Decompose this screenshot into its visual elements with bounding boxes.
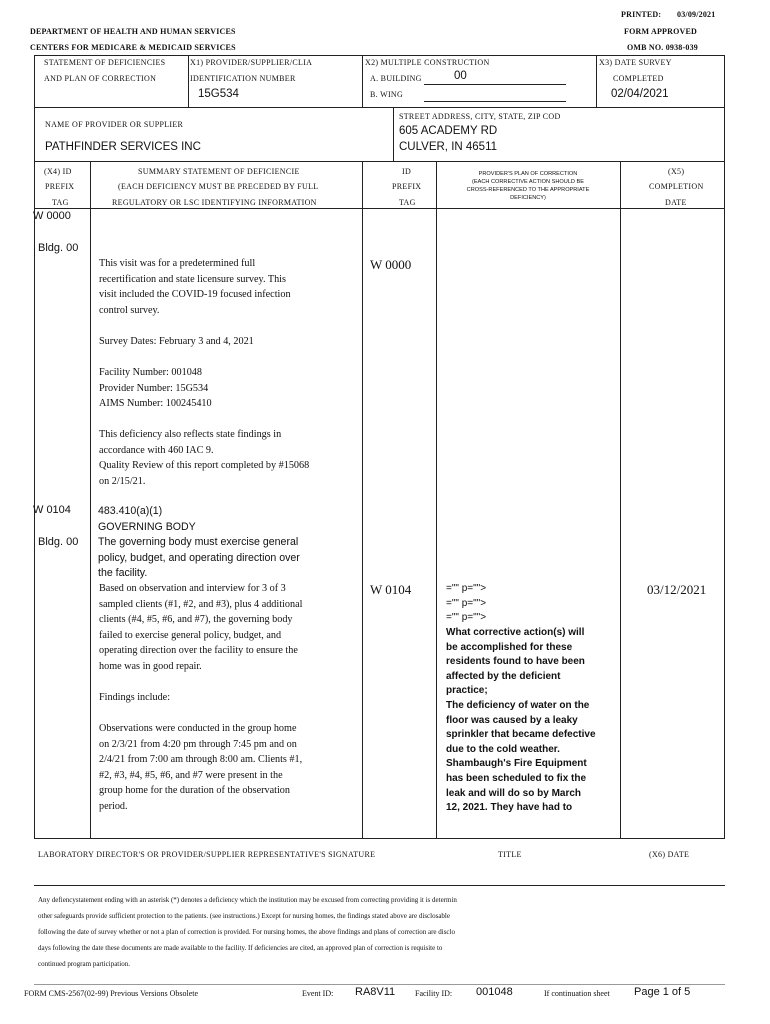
provider-bottom-rule <box>34 161 725 162</box>
x1-sub-label: IDENTIFICATION NUMBER <box>190 74 296 83</box>
wing-underline <box>424 101 566 102</box>
id-prefix-w0104: W 0104 <box>370 582 412 597</box>
deficiency-tag-w0000: W 0000 <box>33 210 71 222</box>
disclaimer-line: following the date of survey whether or not a plan of correction is provided. For nursing homes, the above findings and plans of correction are disclo <box>38 928 455 936</box>
building-value: 00 <box>454 70 467 82</box>
statement-label: STATEMENT OF DEFICIENCIES <box>44 58 166 67</box>
summary-regulatory-header: REGULATORY OR LSC IDENTIFYING INFORMATION <box>112 198 317 207</box>
x4-header: (X4) ID <box>44 167 72 176</box>
signature-bottom-rule <box>34 885 725 886</box>
footer-rule <box>34 984 725 985</box>
wing-label: B. WING <box>370 90 404 99</box>
disclaimer-line: days following the date these documents are made available to the facility. If deficiencies are cited, an approved plan of correction is requisite to <box>38 944 443 952</box>
rule <box>724 55 725 107</box>
x1-label: X1) PROVIDER/SUPPLIER/CLIA <box>190 58 313 67</box>
rule <box>362 55 363 107</box>
facility-id-value: 001048 <box>476 986 513 998</box>
plan-header: PROVIDER'S PLAN OF CORRECTION <box>478 171 578 177</box>
x4-prefix-header: PREFIX <box>45 182 75 191</box>
x5-completion-header: COMPLETION <box>649 182 704 191</box>
summary-header: SUMMARY STATEMENT OF DEFICIENCIE <box>138 167 300 176</box>
id-prefix-header: PREFIX <box>392 182 422 191</box>
plan-of-correction-label: AND PLAN OF CORRECTION <box>44 74 157 83</box>
form-number: FORM CMS-2567(02-99) Previous Versions Obsolete <box>24 989 199 998</box>
city-state-zip: CULVER, IN 46511 <box>399 141 498 153</box>
w0104-observations: Observations were conducted in the group home on 2/3/21 from 4:20 pm through 7:45 pm and on 2/4/21 from 7:00 am through 8:00 am. Clients #1, #2, #3, #4, #5, #6, and #7 were present in the group home for the duration of the observation period. <box>99 723 303 812</box>
x3-label: X3) DATE SURVEY <box>599 58 672 67</box>
id-tag-header: TAG <box>399 198 416 207</box>
deficiency-tag-w0104: W 0104 <box>33 504 71 516</box>
continuation-label: If continuation sheet <box>544 989 610 998</box>
x3-sub-label: COMPLETED <box>613 74 664 83</box>
w0000-facility-numbers: Facility Number: 001048 Provider Number: 15G534 AIMS Number: 100245410 <box>99 367 212 410</box>
plan-deficiency-header: DEFICIENCY) <box>510 195 546 201</box>
w0104-findings-include: Findings include: <box>99 692 171 703</box>
department-name: DEPARTMENT OF HEALTH AND HUMAN SERVICES <box>30 27 236 36</box>
event-id-label: Event ID: <box>302 989 334 998</box>
rule <box>34 107 35 162</box>
provider-name-label: NAME OF PROVIDER OR SUPPLIER <box>45 120 184 129</box>
rule <box>188 55 189 107</box>
x5-date-header: DATE <box>665 198 687 207</box>
title-label: TITLE <box>498 850 522 859</box>
event-id-value: RA8V11 <box>355 986 396 998</box>
rule <box>90 161 91 839</box>
survey-completed-date: 02/04/2021 <box>611 88 669 100</box>
disclaimer-line: other safeguards provide sufficient protection to the patients. (see instructions.) Except for nursing homes, the findings stated above are disclosable <box>38 912 450 920</box>
disclaimer-line: Any defiencystatement ending with an asterisk (*) denotes a deficiency which the institution may be excused from correcting providing it is determin <box>38 896 457 904</box>
rule <box>34 161 35 839</box>
x2-label: X2) MULTIPLE CONSTRUCTION <box>365 58 490 67</box>
printed-label: PRINTED: <box>621 10 662 19</box>
building-label: A. BUILDING <box>370 74 422 83</box>
plan-cross-ref-header: CROSS-REFERENCED TO THE APPROPRIATE <box>466 187 590 193</box>
body-bottom-rule <box>34 838 725 839</box>
centers-name: CENTERS FOR MEDICARE & MEDICAID SERVICES <box>30 43 236 52</box>
printed-date: 03/09/2021 <box>677 10 716 19</box>
signature-label: LABORATORY DIRECTOR'S OR PROVIDER/SUPPLIER REPRESENTATIVE'S SIGNATURE <box>38 850 376 859</box>
completion-date-w0104: 03/12/2021 <box>647 582 707 597</box>
provider-id-number: 15G534 <box>198 88 239 100</box>
column-header-bottom-rule <box>34 208 725 209</box>
rule <box>393 107 394 162</box>
disclaimer-line: continued program participation. <box>38 960 130 968</box>
w0000-survey-dates: Survey Dates: February 3 and 4, 2021 <box>99 336 254 347</box>
rule <box>596 55 597 107</box>
w0000-state-findings: This deficiency also reflects state findings in accordance with 460 IAC 9. Quality Review of this report completed by #15068 on 2/15/21. <box>99 429 310 487</box>
id-prefix-w0000: W 0000 <box>370 257 412 272</box>
street-address: 605 ACADEMY RD <box>399 125 498 137</box>
w0104-regulation: 483.410(a)(1) GOVERNING BODY The governing body must exercise general policy, budget, and operating direction over the facility. <box>98 505 300 580</box>
address-label: STREET ADDRESS, CITY, STATE, ZIP COD <box>399 112 561 121</box>
building-underline <box>424 84 566 85</box>
plan-markup-codes: ="" p=""> ="" p=""> ="" p=""> <box>446 583 487 624</box>
rule <box>620 161 621 839</box>
rule <box>34 55 35 107</box>
form-approved: FORM APPROVED <box>624 27 698 36</box>
w0104-findings-summary: Based on observation and interview for 3 of 3 sampled clients (#1, #2, and #3), plus 4 additional clients (#4, #5, #6, and #7), the governing body failed to exercise general policy, budget, and operating direction over the facility to ensure the home was in good repair. <box>99 583 303 672</box>
rule <box>724 107 725 162</box>
w0104-plan-of-correction: What corrective action(s) will be accomplished for these residents found to have been affected by the deficient practice; The deficiency of water on the floor was caused by a leaky sprinkler that became defective due to the cold weather. Shambaugh's Fire Equipment has been scheduled to fix the leak and will do so by March 12, 2021. They have had to <box>446 627 596 814</box>
rule <box>724 161 725 839</box>
header-top-rule <box>34 55 725 56</box>
rule <box>362 161 363 839</box>
id-header: ID <box>402 167 412 176</box>
rule <box>436 161 437 839</box>
summary-sub-header: (EACH DEFICIENCY MUST BE PRECEDED BY FULL <box>118 182 319 191</box>
provider-name: PATHFINDER SERVICES INC <box>45 141 201 153</box>
x5-header: (X5) <box>668 167 685 176</box>
building-tag-w0000: Bldg. 00 <box>38 242 79 254</box>
building-tag-w0104: Bldg. 00 <box>38 536 79 548</box>
page-number: Page 1 of 5 <box>634 986 691 998</box>
facility-id-label: Facility ID: <box>415 989 453 998</box>
plan-sub-header: (EACH CORRECTIVE ACTION SHOULD BE <box>472 179 584 185</box>
x4-tag-header: TAG <box>52 198 69 207</box>
w0000-visit-description: This visit was for a predetermined full recertification and state licensure survey. This visit included the COVID-19 focused infection control survey. <box>99 258 291 316</box>
header-bottom-rule <box>34 107 725 108</box>
x6-date-label: (X6) DATE <box>649 850 690 859</box>
omb-number: OMB NO. 0938-039 <box>627 43 698 52</box>
